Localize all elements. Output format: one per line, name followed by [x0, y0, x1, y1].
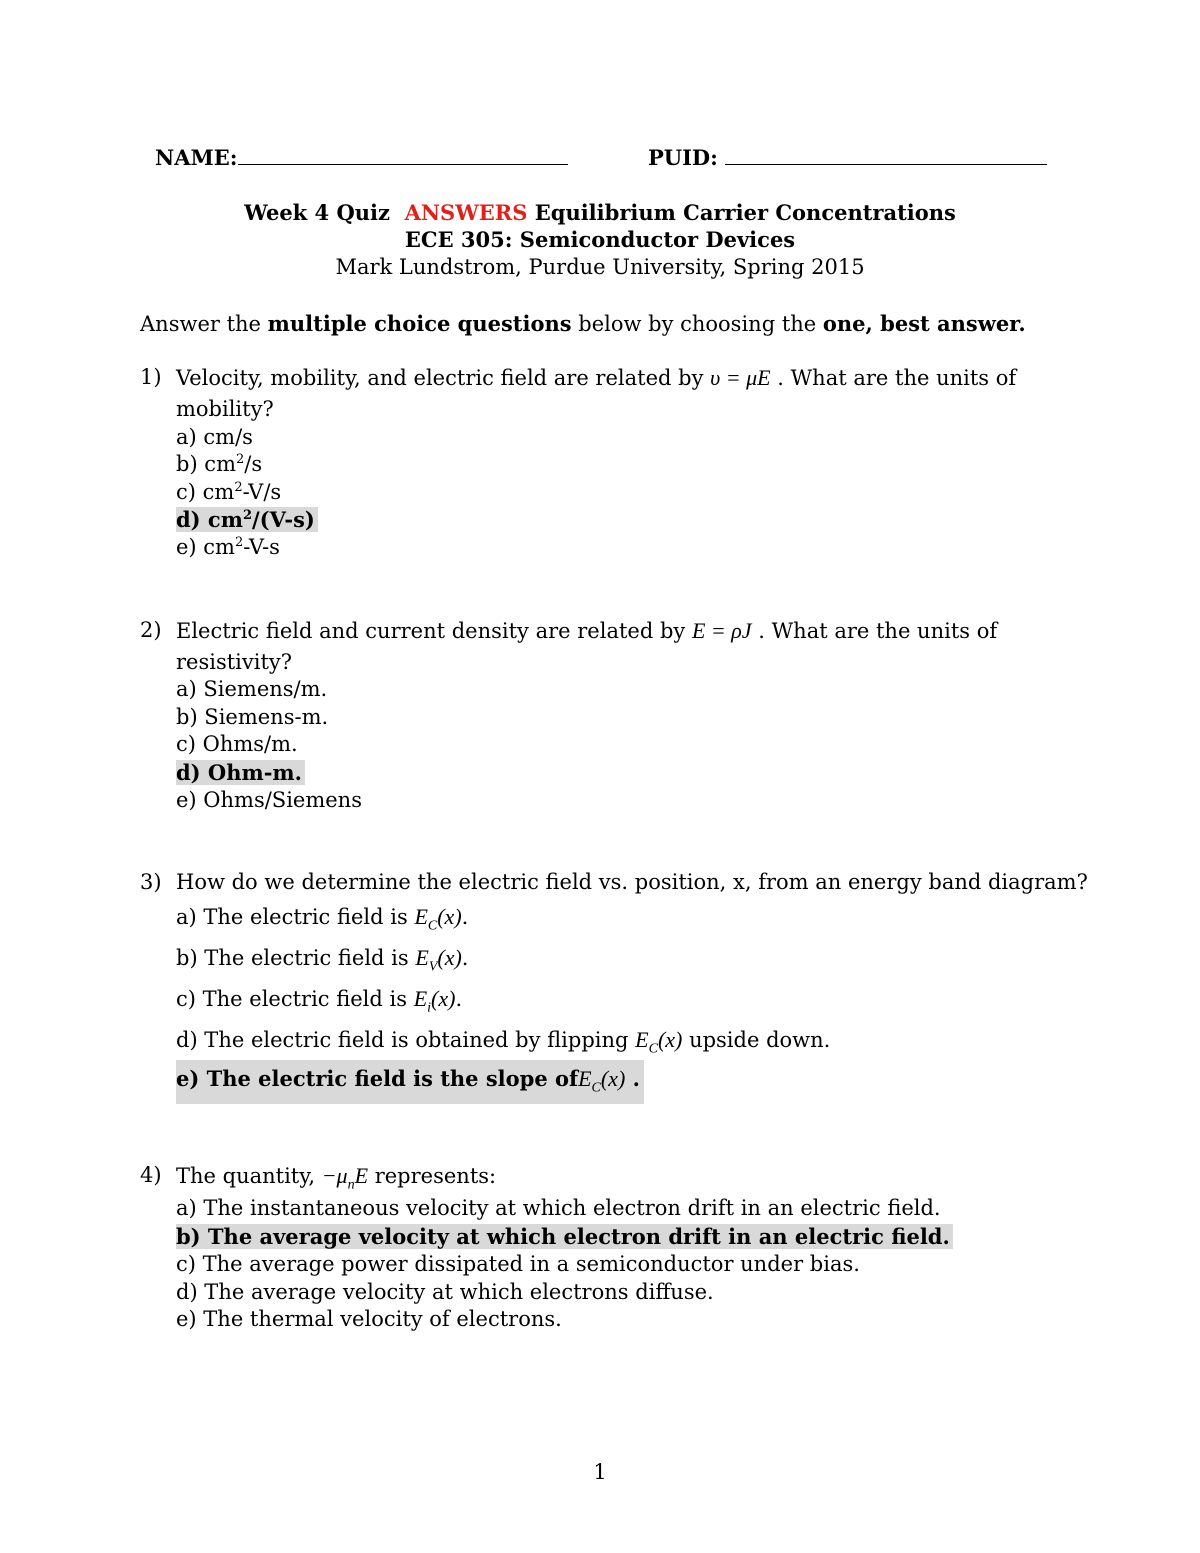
- question-text: How do we determine the electric field vs. position, x, from an energy band diagram?: [176, 870, 1088, 894]
- question-number: 3): [140, 870, 162, 894]
- equation: υ = μE: [710, 365, 771, 390]
- option-b[interactable]: b) $cm^2/s$: [176, 452, 263, 476]
- puid-blank[interactable]: [725, 161, 1047, 165]
- option-d-correct[interactable]: d) $cm^2/(V-s)$: [176, 507, 318, 532]
- author-line: Mark Lundstrom, Purdue University, Spring 2015: [335, 255, 865, 279]
- question-number: 2): [140, 618, 162, 642]
- option-b[interactable]: b) Siemens-m.: [176, 705, 329, 729]
- name-blank[interactable]: [238, 161, 568, 165]
- option-c[interactable]: c) The average power dissipated in a semiconductor under bias.: [176, 1252, 860, 1276]
- equation: $-\mu_nE$: [321, 1163, 369, 1193]
- option-b-correct[interactable]: b) The average velocity at which electron drift in an electric field.: [176, 1224, 953, 1249]
- option-e[interactable]: e) Ohms/Siemens: [176, 788, 362, 812]
- question-text-cont: resistivity?: [176, 650, 293, 674]
- question-number: 4): [140, 1163, 162, 1187]
- answers-tag: ANSWERS: [404, 200, 528, 225]
- question-text: Velocity, mobility, and electric field are related by υ = μE . What are the units of: [176, 365, 1017, 390]
- option-a[interactable]: a) Siemens/m.: [176, 677, 328, 701]
- option-c[interactable]: c) $cm^2-V/s$: [176, 480, 282, 504]
- option-a[interactable]: a) The electric field is $E_C(x)$.: [176, 904, 469, 934]
- option-e[interactable]: e) The thermal velocity of electrons.: [176, 1307, 562, 1331]
- question-number: 1): [140, 365, 162, 389]
- equation: E = ρJ: [691, 618, 752, 643]
- question-text: Electric field and current density are related by E = ρJ . What are the units of: [176, 618, 998, 643]
- puid-field: [648, 145, 1047, 170]
- name-label: NAME:: [155, 145, 238, 170]
- course-title: ECE 305: Semiconductor Devices: [404, 227, 796, 252]
- option-a[interactable]: a) cm/s: [176, 425, 253, 449]
- instructions: Answer the multiple choice questions below by choosing the one, best answer.: [140, 311, 1026, 336]
- page-title: Week 4 Quiz ANSWERS Equilibrium Carrier Concentrations: [244, 200, 956, 225]
- option-a[interactable]: a) The instantaneous velocity at which electron drift in an electric field.: [176, 1196, 941, 1220]
- question-text-cont: mobility?: [176, 397, 274, 421]
- option-c[interactable]: c) The electric field is $E_i(x)$.: [176, 986, 463, 1016]
- name-field: [155, 145, 568, 170]
- option-e[interactable]: e) $cm^2-V-s$: [176, 535, 280, 559]
- option-d[interactable]: d) The average velocity at which electrons diffuse.: [176, 1280, 714, 1304]
- option-e-correct[interactable]: e) The electric field is the slope ofE$_C$(x) .: [176, 1060, 644, 1104]
- puid-label: PUID:: [648, 145, 718, 170]
- option-c[interactable]: c) Ohms/m.: [176, 732, 298, 756]
- page-number: 1: [593, 1460, 607, 1484]
- question-text: The quantity, $-\mu_nE$ represents:: [176, 1163, 497, 1193]
- option-d[interactable]: d) The electric field is obtained by flipping $E_C(x)$ upside down.: [176, 1027, 831, 1057]
- option-d-correct[interactable]: d) Ohm-m.: [176, 760, 305, 785]
- option-b[interactable]: b) The electric field is $E_V(x)$.: [176, 945, 469, 975]
